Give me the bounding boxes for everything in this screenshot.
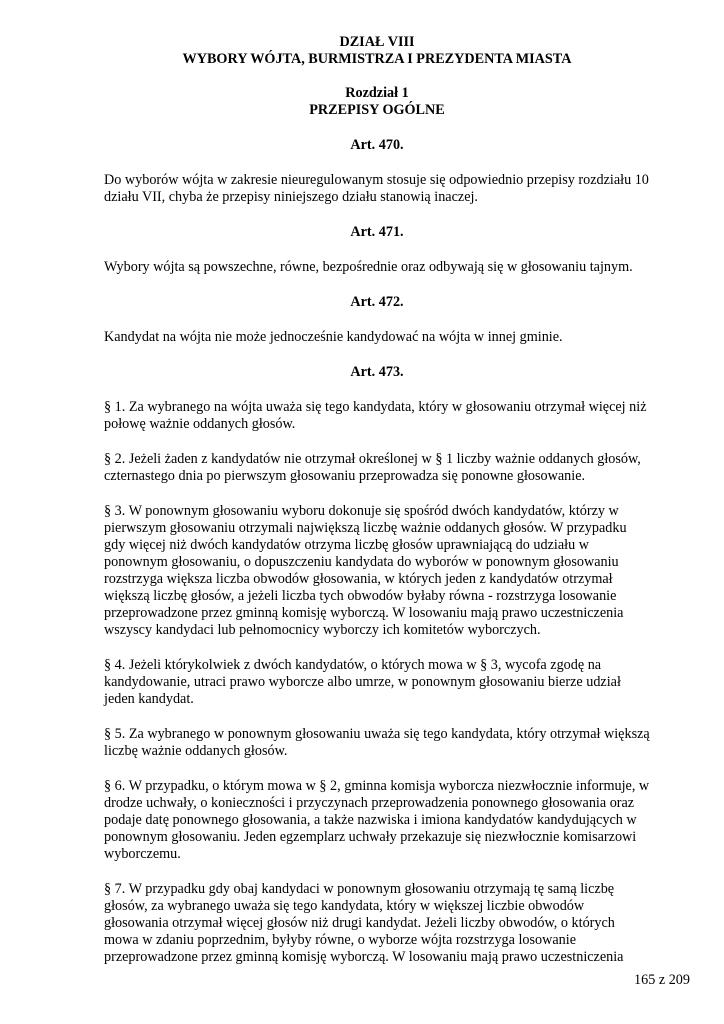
- chapter-title: PRZEPISY OGÓLNE: [309, 102, 445, 118]
- article-paragraph: § 4. Jeżeli którykolwiek z dwóch kandydatów, o których mowa w § 3, wycofa zgodę na kandydowanie, utraci prawo wyborcze albo umrze, w ponownym głosowaniu bierze udział jeden kandydat.: [104, 657, 621, 707]
- document-page: [104, 34, 650, 966]
- section-title: WYBORY WÓJTA, BURMISTRZA I PREZYDENTA MIASTA: [182, 51, 572, 67]
- article-paragraph: § 3. W ponownym głosowaniu wyboru dokonuje się spośród dwóch kandydatów, którzy w pierwszym głosowaniu otrzymali największą liczbę ważnie oddanych głosów. W przypadku gdy więcej niż dwóch kandydatów otrzyma liczbę głosów uprawniającą do udziału w ponownym głosowaniu, o dopuszczeniu kandydata do wyborów w ponownym głosowaniu rozstrzyga większa liczba obwodów głosowania, w których jeden z kandydatów otrzymał większą liczbę głosów, a jeżeli liczba tych obwodów byłaby równa - rozstrzyga losowanie przeprowadzone przez gminną komisję wyborczą. W losowaniu mają prawo uczestniczenia wszyscy kandydaci lub pełnomocnicy wyborczy ich komitetów wyborczych.: [104, 503, 627, 638]
- page-number: 165 z 209: [634, 972, 690, 988]
- article-paragraph: Kandydat na wójta nie może jednocześnie kandydować na wójta w innej gminie.: [104, 329, 563, 345]
- article-paragraph: § 1. Za wybranego na wójta uważa się tego kandydata, który w głosowaniu otrzymał więcej niż połowę ważnie oddanych głosów.: [104, 399, 647, 432]
- article-paragraph: § 6. W przypadku, o którym mowa w § 2, gminna komisja wyborcza niezwłocznie informuje, w drodze uchwały, o konieczności i przyczynach przeprowadzenia ponownego głosowania oraz podaje datę ponownego głosowania, a także nazwiska i imiona kandydatów kandydujących w ponownym głosowaniu. Jeden egzemplarz uchwały przekazuje się niezwłocznie komisarzowi wyborczemu.: [104, 778, 650, 862]
- article-heading: Art. 473.: [350, 364, 404, 380]
- article-heading: Art. 470.: [350, 137, 404, 153]
- article-paragraph: § 5. Za wybranego w ponownym głosowaniu uważa się tego kandydata, który otrzymał większą liczbę ważnie oddanych głosów.: [104, 726, 650, 759]
- article-heading: Art. 472.: [350, 294, 404, 310]
- article-paragraph: § 2. Jeżeli żaden z kandydatów nie otrzymał określonej w § 1 liczby ważnie oddanych głosów, czternastego dnia po pierwszym głosowaniu przeprowadza się ponowne głosowanie.: [104, 451, 641, 484]
- chapter-heading: [104, 85, 650, 119]
- article-paragraph: Wybory wójta są powszechne, równe, bezpośrednie oraz odbywają się w głosowaniu tajnym.: [104, 259, 633, 275]
- article-paragraph: Do wyborów wójta w zakresie nieuregulowanym stosuje się odpowiednio przepisy rozdziału 10 działu VII, chyba że przepisy niniejszego działu stanowią inaczej.: [104, 172, 649, 205]
- chapter-label: Rozdział 1: [345, 85, 409, 101]
- section-label: DZIAŁ VIII: [339, 34, 415, 50]
- article-paragraph: § 7. W przypadku gdy obaj kandydaci w ponownym głosowaniu otrzymają tę samą liczbę głosów, za wybranego uważa się tego kandydata, który w większej liczbie obwodów głosowania otrzymał więcej głosów niż drugi kandydat. Jeżeli liczby obwodów, o których mowa w zdaniu poprzednim, byłyby równe, o wyborze wójta rozstrzyga losowanie przeprowadzone przez gminną komisję wyborczą. W losowaniu mają prawo uczestniczenia: [104, 881, 624, 965]
- article-heading: Art. 471.: [350, 224, 404, 240]
- section-heading: [104, 34, 650, 68]
